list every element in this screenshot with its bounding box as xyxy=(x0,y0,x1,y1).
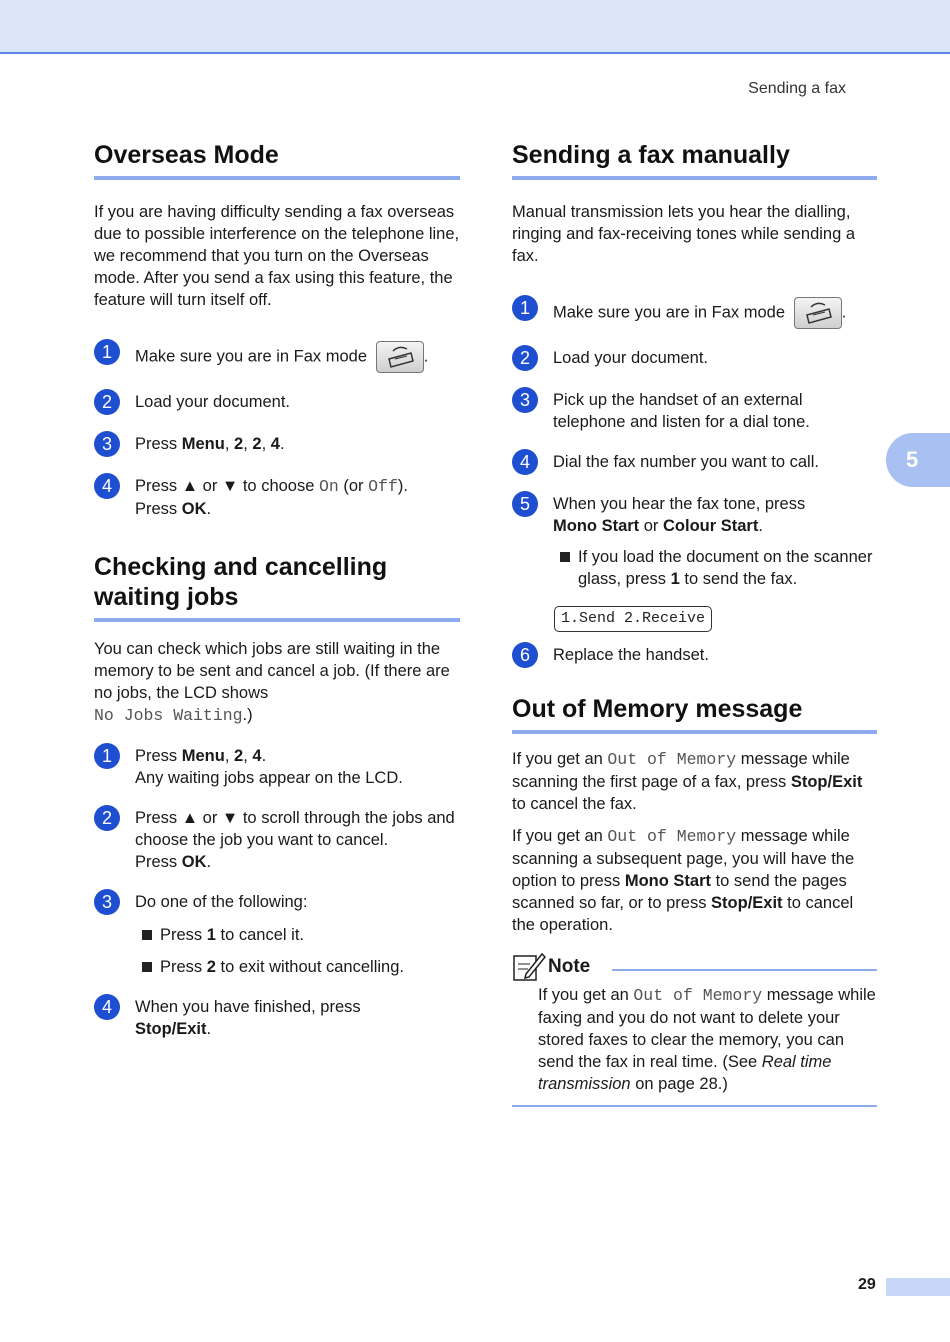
step-text: Do one of the following: xyxy=(135,893,308,911)
step-text: Make sure you are in Fax mode . xyxy=(553,297,846,329)
section-title-checking: Checking and cancelling waiting jobs xyxy=(94,552,460,622)
square-bullet-icon xyxy=(142,930,152,940)
step-number-icon: 5 xyxy=(512,491,538,517)
manual-bullet: If you load the document on the scanner glass, press 1 to send the fax. xyxy=(560,546,877,590)
step-text: When you have finished, press Stop/Exit. xyxy=(135,998,361,1038)
manual-step-3 xyxy=(512,389,877,433)
square-bullet-icon xyxy=(142,962,152,972)
note-text: If you get an Out of Memory message while faxing and you do not want to delete your stored faxes to clear the memory, you can send the fax in real time. (See Real time transmission on page 28.) xyxy=(538,986,876,1093)
note-header xyxy=(512,952,877,982)
step-text: Load your document. xyxy=(553,349,709,367)
checking-step-1 xyxy=(94,745,460,789)
lcd-display-row xyxy=(554,606,877,632)
step-number-icon: 3 xyxy=(94,431,120,457)
step-number-icon: 3 xyxy=(512,387,538,413)
manual-step-2 xyxy=(512,347,877,371)
manual-step-1 xyxy=(512,297,877,329)
note-label: Note xyxy=(548,956,591,977)
fax-mode-icon xyxy=(376,341,424,373)
section-title-manual: Sending a fax manually xyxy=(512,140,877,180)
step-text: Make sure you are in Fax mode . xyxy=(135,341,428,373)
step-text: Press Menu, 2, 2, 4. xyxy=(135,435,285,453)
checking-intro: You can check which jobs are still waiting in the memory to be sent and cancel a job. (If there are no jobs, the LCD shows No Jobs Waiting.) xyxy=(94,640,450,725)
step-text: Load your document. xyxy=(135,393,291,411)
checking-step-4 xyxy=(94,996,460,1040)
manual-step-4 xyxy=(512,451,877,475)
step-number-icon: 2 xyxy=(512,345,538,371)
note-box xyxy=(512,952,877,1107)
checking-bullet-2: Press 2 to exit without cancelling. xyxy=(142,956,460,978)
step-text: Replace the handset. xyxy=(553,646,709,664)
manual-step-5 xyxy=(512,493,877,537)
lcd-display: 1.Send 2.Receive xyxy=(554,606,712,632)
overseas-step-3 xyxy=(94,433,460,457)
left-column xyxy=(94,140,460,1040)
step-number-icon: 3 xyxy=(94,889,120,915)
step-number-icon: 1 xyxy=(94,339,120,365)
running-header: Sending a fax xyxy=(748,80,846,97)
note-pencil-icon xyxy=(512,952,546,982)
overseas-step-2 xyxy=(94,391,460,415)
section-title-overseas: Overseas Mode xyxy=(94,140,460,180)
overseas-intro: If you are having difficulty sending a fax overseas due to possible interference on the telephone line, we recommend that you turn on the Overseas mode. After you send a fax using this feature, the feature will turn itself off. xyxy=(94,203,460,309)
manual-intro: Manual transmission lets you hear the dialling, ringing and fax-receiving tones while sending a fax. xyxy=(512,203,856,265)
step-number-icon: 2 xyxy=(94,389,120,415)
checking-step-2 xyxy=(94,807,460,873)
step-text: Press ▲ or ▼ to scroll through the jobs and choose the job you want to cancel. Press OK. xyxy=(135,809,455,871)
step-number-icon: 4 xyxy=(94,473,120,499)
overseas-step-1 xyxy=(94,341,460,373)
step-number-icon: 1 xyxy=(512,295,538,321)
chapter-tab: 5 xyxy=(886,433,950,487)
memory-paragraph-2: If you get an Out of Memory message while scanning a subsequent page, you will have the option to press Mono Start to send the pages scanned so far, or to press Stop/Exit to cancel the operation. xyxy=(512,827,855,934)
manual-step-6 xyxy=(512,644,877,668)
memory-paragraph-1: If you get an Out of Memory message while scanning the first page of a fax, press Stop/Exit to cancel the fax. xyxy=(512,750,863,813)
step-text: Pick up the handset of an external telephone and listen for a dial tone. xyxy=(553,391,810,431)
checking-bullet-1: Press 1 to cancel it. xyxy=(142,924,460,946)
checking-step-3 xyxy=(94,891,460,915)
step-text: Press Menu, 2, 4. Any waiting jobs appear on the LCD. xyxy=(135,747,403,787)
overseas-step-4 xyxy=(94,475,460,520)
step-number-icon: 6 xyxy=(512,642,538,668)
step-number-icon: 4 xyxy=(512,449,538,475)
step-number-icon: 2 xyxy=(94,805,120,831)
fax-mode-icon xyxy=(794,297,842,329)
header-band xyxy=(0,0,950,54)
right-column xyxy=(512,140,877,1107)
page-number: 29 xyxy=(858,1276,876,1293)
page-number-bar xyxy=(886,1278,950,1296)
section-title-memory: Out of Memory message xyxy=(512,694,877,734)
note-divider xyxy=(612,969,877,971)
step-text: Dial the fax number you want to call. xyxy=(553,453,819,471)
step-text: Press ▲ or ▼ to choose On (or Off). Press OK. xyxy=(135,477,408,518)
square-bullet-icon xyxy=(560,552,570,562)
step-text: When you hear the fax tone, press Mono Start or Colour Start. xyxy=(553,495,806,535)
step-number-icon: 1 xyxy=(94,743,120,769)
step-number-icon: 4 xyxy=(94,994,120,1020)
